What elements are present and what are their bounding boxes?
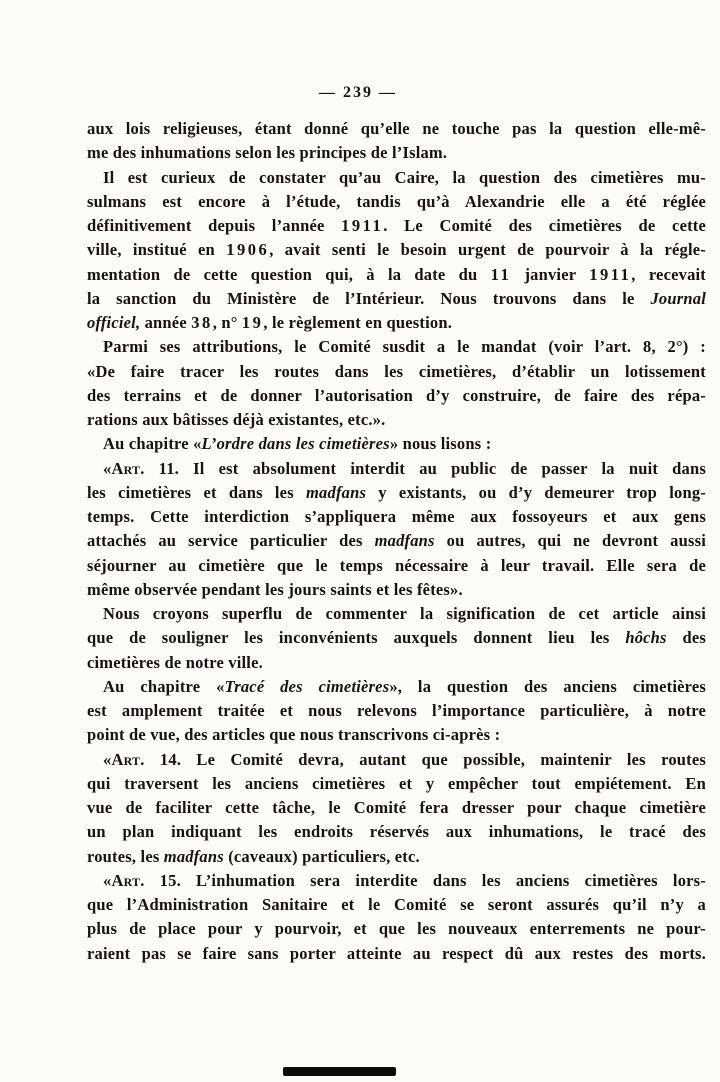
text-line: «De faire tracer les routes dans les cimetières, d’établir un lotissement bbox=[87, 361, 706, 381]
text-line: un plan indiquant les endroits réservés aux inhumations, le tracé des bbox=[87, 822, 706, 842]
text-line: aux lois religieuses, étant donné qu’elle ne touche pas la question elle-mê- bbox=[87, 119, 706, 138]
text-line: Parmi ses attributions, le Comité susdit a le mandat (voir l’art. 8, 2°) : bbox=[103, 337, 706, 357]
text-line: «Art. 14. Le Comité devra, autant que possible, maintenir les routes bbox=[103, 749, 706, 769]
text-line: séjourner au cimetière que le temps nécessaire à leur travail. Elle sera de bbox=[87, 555, 706, 575]
text-line: définitivement depuis l’année 1911. Le Comité des cimetières de cette bbox=[87, 216, 706, 235]
text-line: raient pas se faire sans porter atteinte au respect dû aux restes des morts. bbox=[87, 943, 706, 963]
text-line: qui traversent les anciens cimetières et y empêcher tout empiétement. En bbox=[87, 773, 706, 793]
scan-artifact-mark bbox=[283, 1067, 396, 1076]
text-line: me des inhumations selon les principes de l’Islam. bbox=[87, 143, 448, 163]
text-line: temps. Cette interdiction s’appliquera même aux fossoyeurs et aux gens bbox=[87, 507, 706, 526]
text-line: rations aux bâtisses déjà existantes, etc.». bbox=[87, 410, 386, 429]
page-body bbox=[87, 117, 706, 966]
text-line: ville, institué en 1906, avait senti le besoin urgent de pourvoir à la régle- bbox=[87, 240, 706, 260]
text-line: «Art. 15. L’inhumation sera interdite dans les anciens cimetières lors- bbox=[103, 870, 706, 890]
text-line: sulmans est encore à l’étude, tandis qu’à Alexandrie elle a été réglée bbox=[87, 191, 706, 211]
text-line: Au chapitre «L’ordre dans les cimetières» nous lisons : bbox=[103, 434, 492, 454]
text-line: des terrains et de donner l’autorisation d’y construire, de faire des répa- bbox=[87, 385, 706, 405]
text-line: point de vue, des articles que nous transcrivons ci-après : bbox=[87, 725, 501, 745]
text-line: routes, les madfans (caveaux) particuliers, etc. bbox=[87, 846, 420, 866]
text-line: est amplement traitée et nous relevons l’importance particulière, à notre bbox=[87, 701, 706, 720]
text-line: «Art. 11. Il est absolument interdit au public de passer la nuit dans bbox=[103, 458, 706, 478]
text-line: que l’Administration Sanitaire et le Comité se seront assurés qu’il n’y a bbox=[87, 895, 706, 914]
text-line: que de souligner les inconvénients auxquels donnent lieu les hôchs des bbox=[87, 628, 706, 648]
text-line: la sanction du Ministère de l’Intérieur. Nous trouvons dans le Journal bbox=[87, 288, 706, 308]
text-line: mentation de cette question qui, à la date du 11 janvier 1911, recevait bbox=[87, 264, 706, 284]
text-line: Au chapitre «Tracé des cimetières», la question des anciens cimetières bbox=[103, 676, 706, 696]
text-line: vue de faciliter cette tâche, le Comité fera dresser pour chaque cimetière bbox=[87, 798, 706, 817]
text-line: plus de place pour y pourvoir, et que les nouveaux enterrements ne pour- bbox=[87, 919, 706, 939]
text-line: attachés au service particulier des madfans ou autres, qui ne devront aussi bbox=[87, 531, 706, 551]
text-line: cimetières de notre ville. bbox=[87, 652, 263, 672]
text-line: Il est curieux de constater qu’au Caire, la question des cimetières mu- bbox=[103, 167, 706, 187]
text-line: les cimetières et dans les madfans y existants, ou d’y demeurer trop long- bbox=[87, 482, 706, 502]
page-number: — 239 — bbox=[319, 84, 397, 101]
text-line: même observée pendant les jours saints et les fêtes». bbox=[87, 579, 463, 599]
text-line: Nous croyons superflu de commenter la signification de cet article ainsi bbox=[103, 604, 706, 623]
text-line: officiel, année 38, n° 19, le règlement en question. bbox=[87, 313, 453, 332]
